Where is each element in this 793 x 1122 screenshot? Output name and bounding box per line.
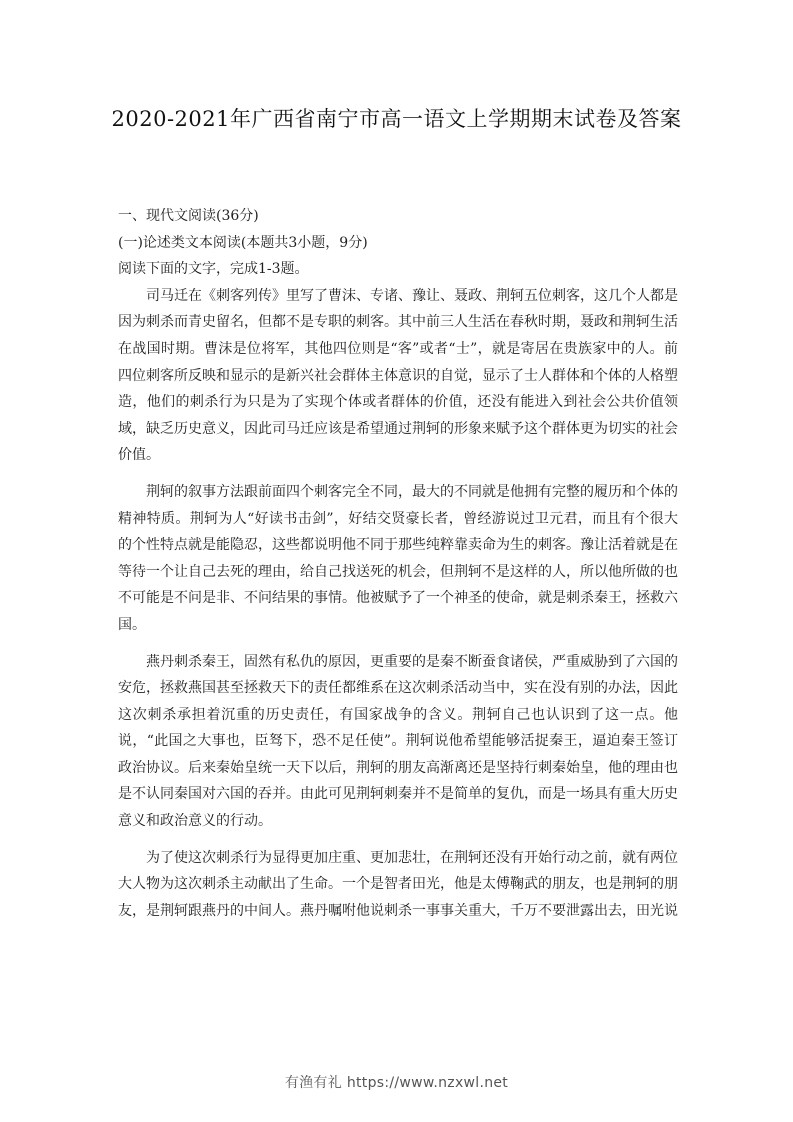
paragraph-3: 燕丹刺杀秦王，固然有私仇的原因，更重要的是秦不断蚕食诸侯，严重威胁到了六国的安危，拯救燕国甚至拯救天下的责任都维系在这次刺杀活动当中，实在没有别的办法，因此这次刺杀承担着沉重的历史责任，有国家战争的含义。荆轲自己也认识到了这一点。他说，“此国之大事也，臣驽下，恐不足任使”。荆轲说他希望能够活捉秦王，逼迫秦王签订政治协议。后来秦始皇统一天下以后，荆轲的朋友高渐离还是坚持行刺秦始皇，他的理由也是不认同秦国对六国的吞并。由此可见荆轲刺秦并不是简单的复仇，而是一场具有重大历史意义和政治意义的行动。 xyxy=(118,653,678,830)
paragraph-2: 荆轲的叙事方法跟前面四个刺客完全不同，最大的不同就是他拥有完整的履历和个体的精神特质。荆轲为人“好读书击剑”，好结交贤豪长者，曾经游说过卫元君，而且有个很大的个性特点就是能隐忍，这些都说明他不同于那些纯粹靠卖命为生的刺客。豫让活着就是在等待一个让自己去死的理由，给自己找送死的机会，但荆轲不是这样的人，所以他所做的也不可能是不问是非、不问结果的事情。他被赋予了一个神圣的使命，就是刺杀秦王，拯救六国。 xyxy=(118,483,678,633)
paragraph-1: 司马迁在《刺客列传》里写了曹沫、专诸、豫让、聂政、荆轲五位刺客，这几个人都是因为刺杀而青史留名，但都不是专职的刺客。其中前三人生活在春秋时期，聂政和荆轲生活在战国时期。曹沫是位将军，其他四位则是“客”或者“士”，就是寄居在贵族家中的人。前四位刺客所反映和显示的是新兴社会群体主体意识的自觉，显示了士人群体和个体的人格塑造，他们的刺杀行为只是为了实现个体或者群体的价值，还没有能进入到社会公共价值领域，缺乏历史意义，因此司马迁应该是希望通过荆轲的形象来赋予这个群体更为切实的社会价值。 xyxy=(118,287,678,464)
paragraph-4: 为了使这次刺杀行为显得更加庄重、更加悲壮，在荆轲还没有开始行动之前，就有两位大人物为这次刺杀主动献出了生命。一个是智者田光，他是太傅鞠武的朋友，也是荆轲的朋友，是荆轲跟燕丹的中间人。燕丹嘱咐他说刺杀一事事关重大，千万不要泄露出去，田光说 xyxy=(118,849,678,919)
subsection-heading: (一)论述类文本阅读(本题共3小题，9分) xyxy=(118,234,368,251)
reading-instruction: 阅读下面的文字，完成1-3题。 xyxy=(118,261,309,278)
document-body xyxy=(118,203,678,934)
document-title: 2020-2021年广西省南宁市高一语文上学期期末试卷及答案 xyxy=(111,107,682,131)
footer-watermark: 有渔有礼 https://www.nzxwl.net xyxy=(284,1075,509,1091)
section-heading: 一、现代文阅读(36分) xyxy=(118,208,259,224)
